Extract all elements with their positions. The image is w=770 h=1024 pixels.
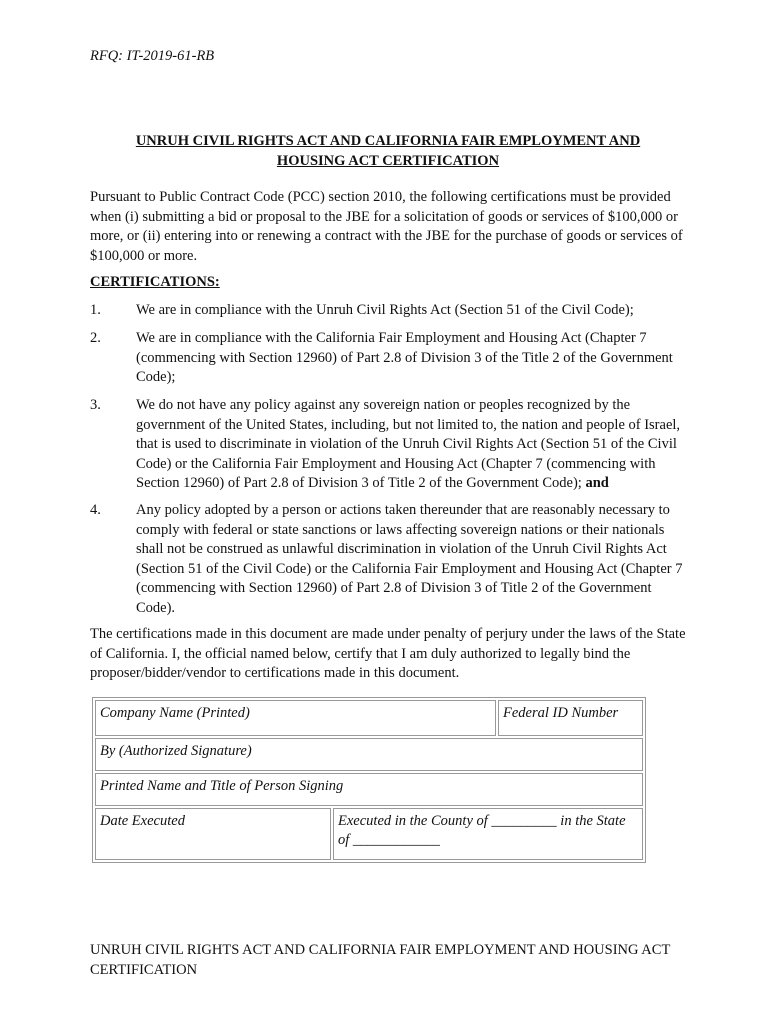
certification-item <box>90 301 686 321</box>
date-executed-field[interactable]: Date Executed <box>95 808 331 860</box>
rfq-number: RFQ: IT-2019-61-RB <box>90 48 215 64</box>
item-number: 1. <box>90 302 101 318</box>
certification-item <box>90 396 686 494</box>
item-number: 4. <box>90 502 101 518</box>
page-footer: UNRUH CIVIL RIGHTS ACT AND CALIFORNIA FAIR EMPLOYMENT AND HOUSING ACT CERTIFICATION <box>90 942 671 978</box>
company-name-field[interactable]: Company Name (Printed) <box>95 700 496 736</box>
document-title <box>90 131 686 171</box>
item-number: 3. <box>90 397 101 413</box>
item-suffix: and <box>585 475 609 491</box>
item-number: 2. <box>90 330 101 346</box>
certification-item <box>90 329 686 388</box>
certifications-heading: CERTIFICATIONS: <box>90 274 220 290</box>
intro-paragraph: Pursuant to Public Contract Code (PCC) section 2010, the following certifications must be provided when (i) submitting a bid or proposal to the JBE for a solicitation of goods or services of $100,000 or more, or (ii) entering into or renewing a contract with the JBE for the purchase of goods or services of $100,000 or more. <box>90 189 683 264</box>
item-text: We do not have any policy against any sovereign nation or peoples recognized by the government of the United States, including, but not limited to, the nation and people of Israel, that is used to discriminate in violation of the Unruh Civil Rights Act (Section 51 of the Civil Code) or the California Fair Employment and Housing Act (Chapter 7 (commencing with Section 12960) of Part 2.8 of Division 3 of Title 2 of the Government Code); <box>136 397 681 491</box>
closing-paragraph: The certifications made in this document are made under penalty of perjury under the laws of the State of California. I, the official named below, certify that I am duly authorized to legally bind the proposer/bidder/vendor to certifications made in this document. <box>90 626 686 681</box>
signature-form <box>92 697 646 863</box>
title-line-1: UNRUH CIVIL RIGHTS ACT AND CALIFORNIA FAIR EMPLOYMENT AND <box>135 133 641 149</box>
federal-id-field[interactable]: Federal ID Number <box>498 700 643 736</box>
item-text: Any policy adopted by a person or actions taken thereunder that are reasonably necessary to comply with federal or state sanctions or laws affecting sovereign nations or their nationals shall not be construed as unlawful discrimination in violation of the Unruh Civil Rights Act (Section 51 of the Civil Code) or the California Fair Employment and Housing Act (Chapter 7 (commencing with Section 12960) of Part 2.8 of Division 3 of Title 2 of the Government Code). <box>136 502 683 616</box>
executed-county-field[interactable]: Executed in the County of _________ in the State of ____________ <box>333 808 643 860</box>
item-text: We are in compliance with the Unruh Civil Rights Act (Section 51 of the Civil Code); <box>136 302 634 318</box>
signature-field[interactable]: By (Authorized Signature) <box>95 738 643 771</box>
certification-item <box>90 501 686 618</box>
item-text: We are in compliance with the California Fair Employment and Housing Act (Chapter 7 (commencing with Section 12960) of Part 2.8 of Division 3 of the Title 2 of the Government Code); <box>136 330 673 385</box>
title-line-2: HOUSING ACT CERTIFICATION <box>276 153 500 169</box>
printed-name-field[interactable]: Printed Name and Title of Person Signing <box>95 773 643 806</box>
